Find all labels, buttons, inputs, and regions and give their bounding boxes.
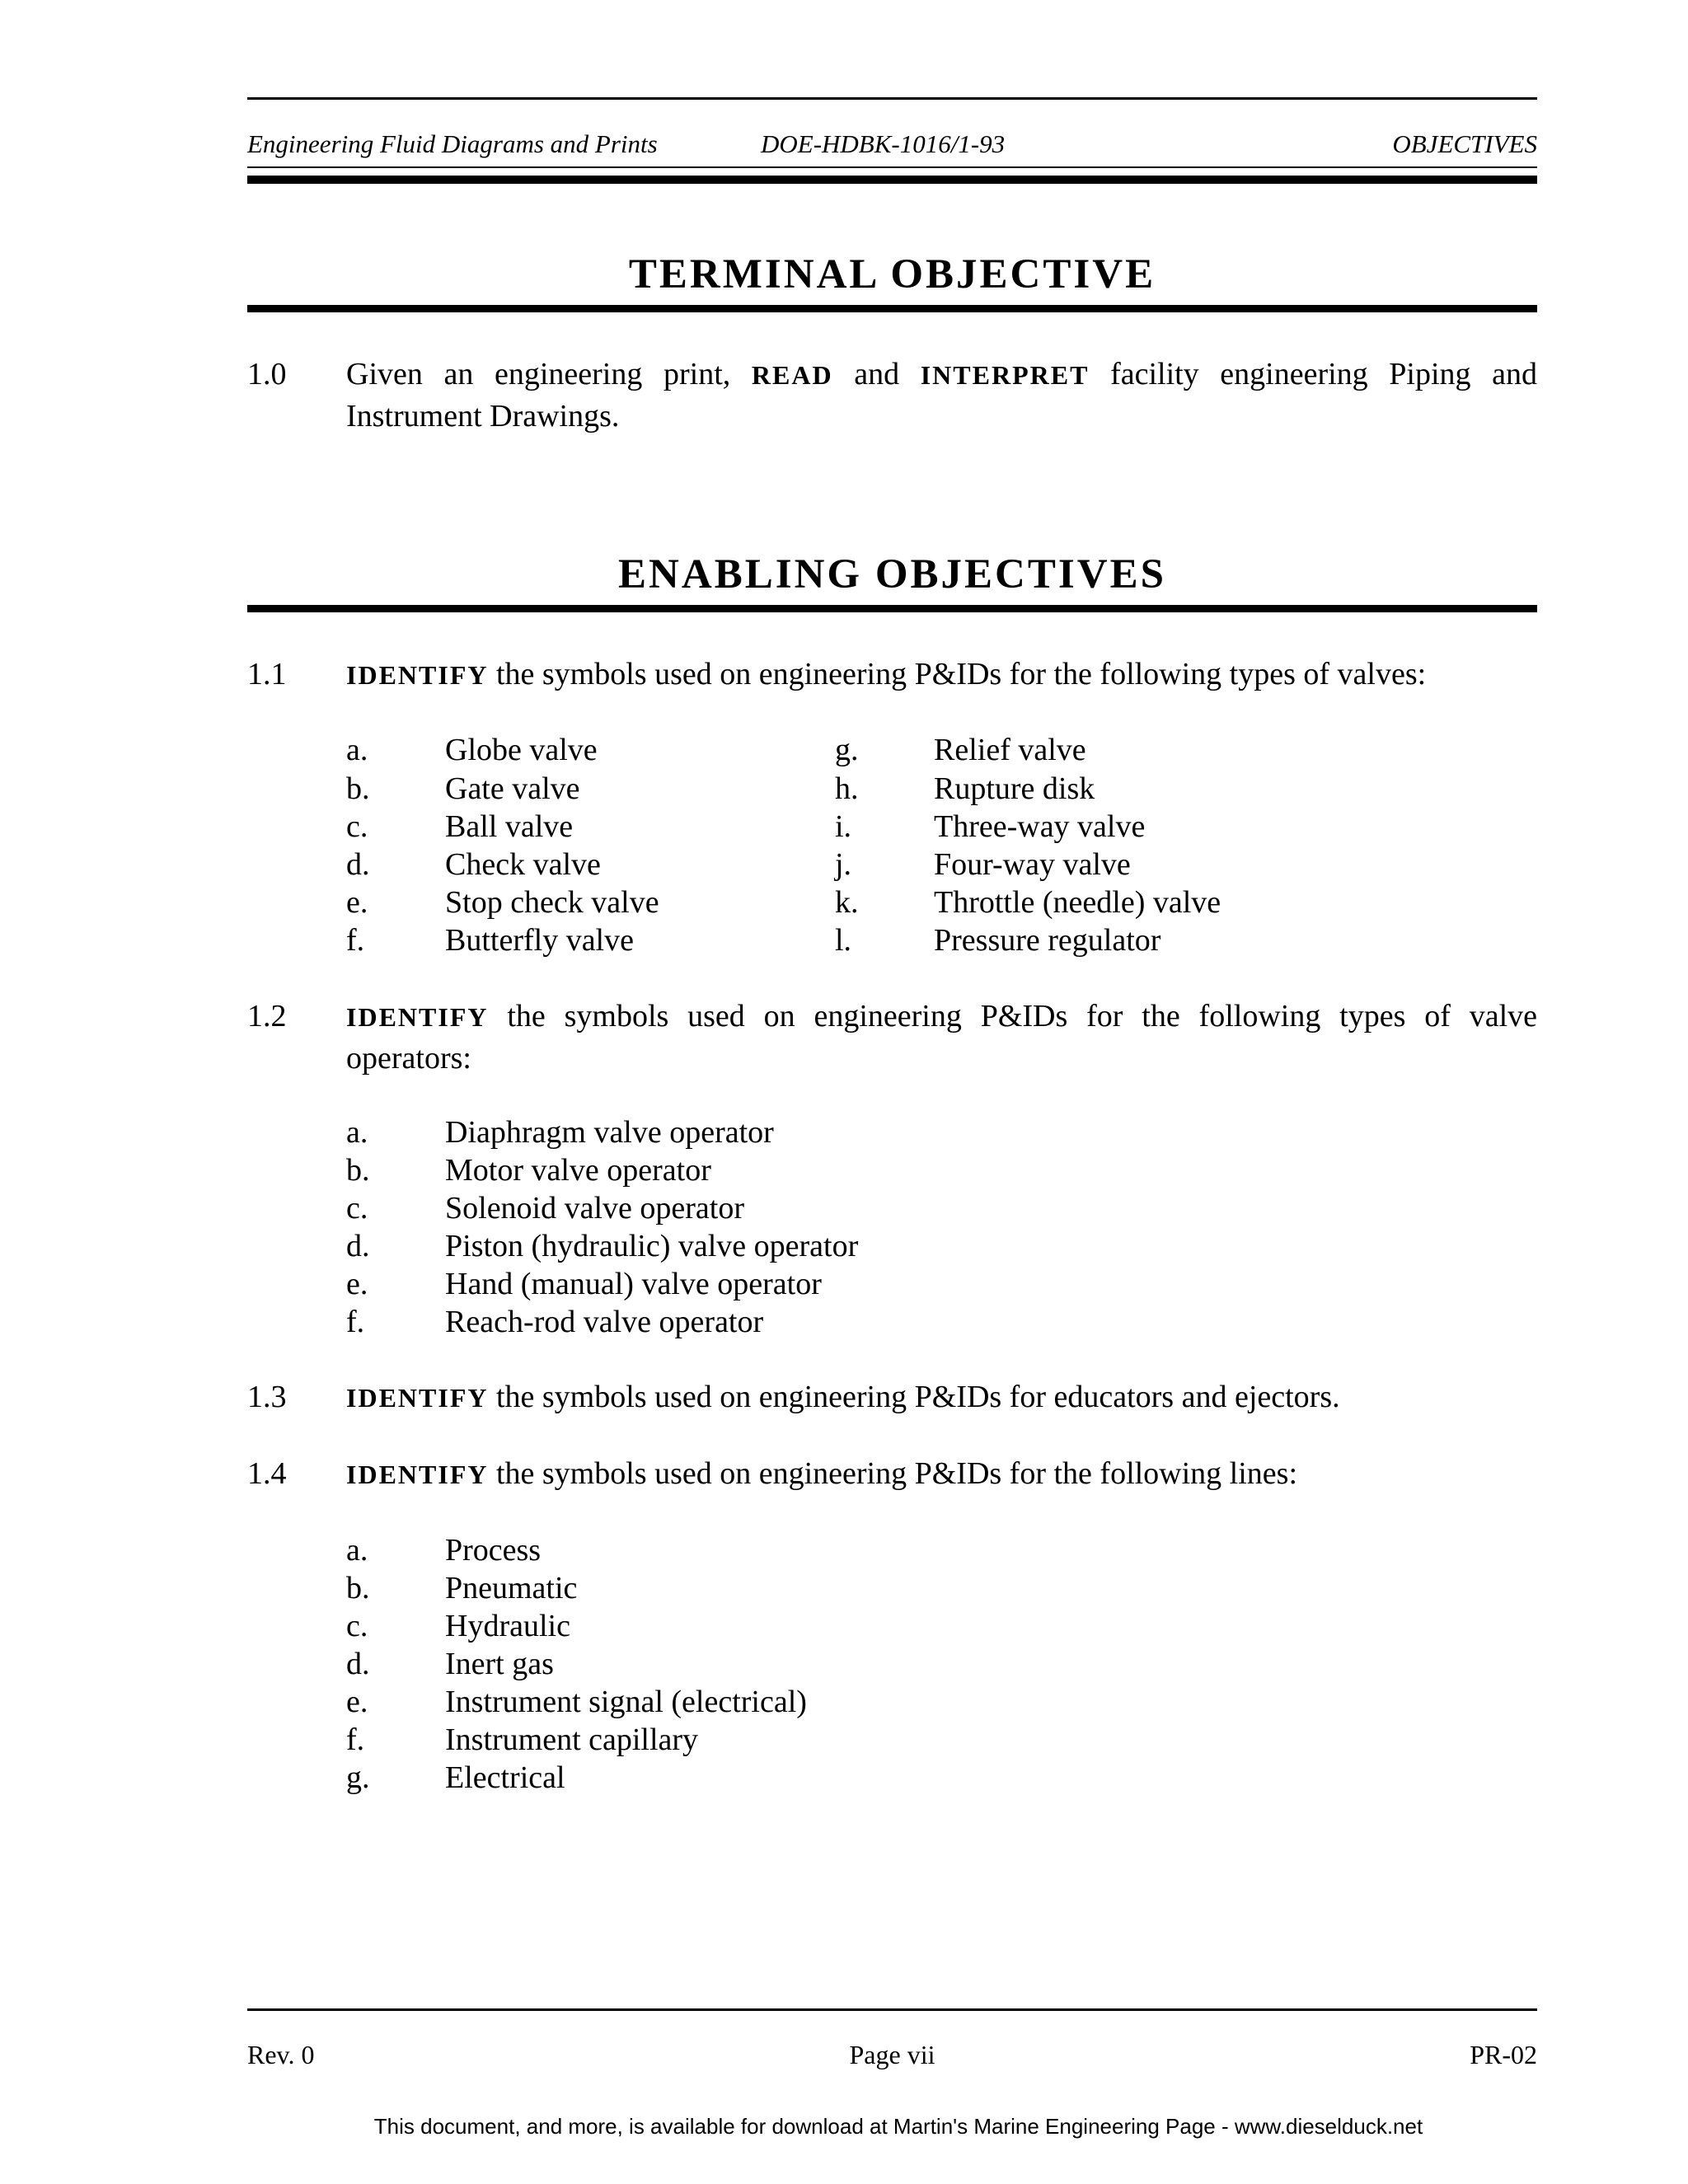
objective-number: 1.0 — [247, 357, 287, 391]
objective-1-3-text — [346, 1376, 1537, 1418]
download-credit-note: This document, and more, is available for download at Martin's Marine Engineering Page - www.dieselduck.net — [373, 2114, 1423, 2139]
keyword-identify: IDENTIFY — [346, 1383, 489, 1413]
header-thick-rule — [247, 176, 1537, 184]
objective-1-4-text — [346, 1453, 1537, 1495]
terminal-objective-text — [346, 354, 1537, 437]
footer-page-number: Page vii — [849, 2040, 935, 2069]
footer-document-code: PR-02 — [1470, 2040, 1537, 2069]
objective-text-part: the symbols used on engineering P&IDs for the following types of valve operators: — [346, 999, 1538, 1076]
footer-rule — [247, 2008, 1537, 2011]
header-document-title: Engineering Fluid Diagrams and Prints — [247, 129, 658, 158]
objective-text-part: the symbols used on engineering P&IDs for the following lines: — [495, 1456, 1298, 1491]
enabling-objectives-heading: ENABLING OBJECTIVES — [618, 551, 1166, 598]
document-page: Engineering Fluid Diagrams and Prints DOE-HDBK-1016/1-93 OBJECTIVES TERMINAL OBJECTIVE 1.0 Given an engineering print, READ and INTERPRET facility engineering Piping and Instrument Drawings. ENABLING OBJECTIVES 1.1 IDENTIFY the symbols used on engineering P&IDs for the following types of valves: a. Globe valve b. Gate valve c. Ball valve d. Check valve e. Stop check valve f. Butterfly valve g. Relief valve h. Rupture disk i. Three-way valve j. Four-way valve k. Throttle (needle) valve l. Pressure regulator 1.2 IDENTIFY the symbols used on engineering P&IDs for the following types of valve operators: a. Diaphragm valve operator b. Motor valve operator c. Solenoid valve operator d. Piston (hydraulic) valve operator e. Hand (manual) valve operator f. Reach-rod valve operator 1.3 IDENTIFY the symbols used on engineering P&IDs for educators and ejectors. 1.4 IDENTIFY the symbols used on engineering P&IDs for the following lines: a. Process b. Pneumatic c. Hydraulic d. Inert gas e. Instrument signal (electrical) f. Instrument capillary g. Electrical Rev. 0 Page vii PR-02 This document, and more, is available for download at Martin's Marine Engineering Page - www.dieselduck.net — [0, 0, 1688, 2184]
objective-number: 1.4 — [247, 1456, 287, 1491]
objective-text-part: the symbols used on engineering P&IDs for educators and ejectors. — [495, 1380, 1340, 1414]
keyword-interpret: INTERPRET — [920, 360, 1090, 390]
keyword-identify: IDENTIFY — [346, 1002, 489, 1032]
objective-text-part: and — [854, 357, 900, 391]
objective-text-part: facility engineering Piping and Instrument Drawings. — [346, 357, 1538, 434]
footer-revision: Rev. 0 — [247, 2040, 315, 2069]
terminal-heading-rule — [247, 305, 1537, 312]
objective-text-part: Given an engineering print, — [346, 357, 731, 391]
objective-number: 1.1 — [247, 657, 287, 691]
keyword-read: READ — [751, 360, 833, 390]
objective-1-2-text — [346, 996, 1537, 1079]
header-document-number: DOE-HDBK-1016/1-93 — [761, 129, 1006, 158]
header-section-name: OBJECTIVES — [1392, 129, 1537, 158]
header-thin-rule — [247, 166, 1537, 168]
enabling-heading-rule — [247, 605, 1537, 612]
keyword-identify: IDENTIFY — [346, 660, 489, 690]
terminal-objective-heading: TERMINAL OBJECTIVE — [628, 251, 1156, 298]
header-top-rule — [247, 97, 1537, 100]
objective-number: 1.2 — [247, 999, 287, 1033]
keyword-identify: IDENTIFY — [346, 1460, 489, 1489]
objective-1-1-text — [346, 654, 1537, 696]
objective-text-part: the symbols used on engineering P&IDs for the following types of valves: — [495, 657, 1427, 691]
objective-number: 1.3 — [247, 1380, 287, 1414]
